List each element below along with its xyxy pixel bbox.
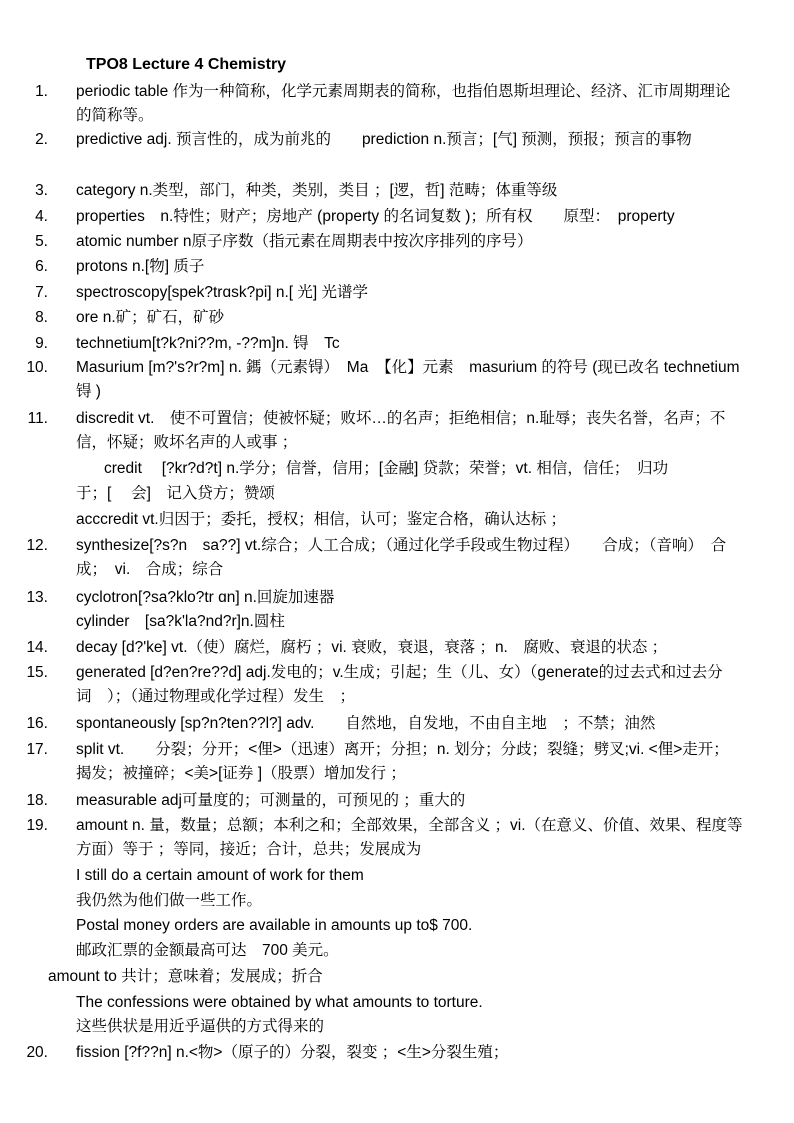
item-text: fission [?f??n] n.<物>（原子的）分裂，裂变 ；<生>分裂生殖； [76, 1044, 509, 1061]
document-title: TPO8 Lecture 4 Chemistry [86, 56, 287, 73]
item-number: 13. [26, 589, 48, 606]
item-number: 14. [26, 639, 48, 656]
item-text: ore n.矿；矿石，矿砂 [76, 309, 225, 326]
item-number: 3. [35, 182, 48, 199]
item-text: protons n.[物] 质子 [76, 258, 205, 275]
item-text: periodic table 作为一种简称，化学元素周期表的简称，也指伯恩斯坦理论、经济、汇市周期理论的简称等。 [76, 83, 731, 124]
item-number: 5. [35, 233, 48, 250]
item-number: 18. [26, 792, 48, 809]
example-sentence: I still do a certain amount of work for them [76, 867, 364, 884]
credit-line-continued: 于；[ 会] 记入贷方；赞颂 [76, 485, 275, 502]
item-text: spontaneously [sp?n?ten??l?] adv. 自然地，自发地，不由自主地 ；不禁；油然 [76, 715, 656, 732]
item-text: measurable adj可量度的；可测量的，可预见的 ；重大的 [76, 792, 466, 809]
item-number: 9. [35, 335, 48, 352]
item-text: discredit vt. 使不可置信；使被怀疑；败坏…的名声；拒绝相信；n.耻辱；丧失名誉，名声；不信，怀疑；败坏名声的人或事 ； [76, 410, 726, 451]
item-text: amount n. 量，数量；总额；本利之和；全部效果，全部含义 ；vi.（在意义、价值、效果、程度等方面）等于 ；等同，接近；合计，总共；发展成为 [76, 817, 743, 858]
example-translation: 我仍然为他们做一些工作。 [76, 892, 263, 909]
item-number: 7. [35, 284, 48, 301]
item-number: 20. [26, 1044, 48, 1061]
item-text: Masurium [m?'s?r?m] n. 鎷（元素锝） Ma 【化】元素 masurium 的符号 (现已改名 technetium锝 ) [76, 359, 740, 400]
item-number: 2. [35, 131, 48, 148]
item-number: 6. [35, 258, 48, 275]
item-text: atomic number n原子序数（指元素在周期表中按次序排列的序号） [76, 233, 533, 250]
item-number: 10. [26, 359, 48, 376]
item-text: technetium[t?k?ni??m, -??m]n. 锝 Tc [76, 335, 340, 352]
item-text: generated [d?en?re??d] adj.发电的；v.生成；引起；生（儿、女）（generate的过去式和过去分词 ）；（通过物理或化学过程）发生 ； [76, 664, 723, 705]
example-translation: 这些供状是用近乎逼供的方式得来的 [76, 1018, 325, 1035]
item-text: cyclotron[?sa?klo?tr ɑn] n.回旋加速器 [76, 589, 335, 606]
item-number: 11. [27, 410, 48, 427]
item-number: 12. [26, 537, 48, 554]
item-text: spectroscopy[spek?trɑsk?pi] n.[ 光] 光谱学 [76, 284, 369, 301]
example-sentence: The confessions were obtained by what amounts to torture. [76, 994, 483, 1011]
credit-line: credit [?kr?d?t] n.学分；信誉，信用；[金融] 贷款；荣誉；vt. 相信，信任； 归功 [104, 460, 669, 477]
example-translation: 邮政汇票的金额最高可达 700 美元。 [76, 942, 339, 959]
cylinder-line: cylinder [sa?k'la?nd?r]n.圆柱 [76, 613, 285, 630]
item-number: 16. [26, 715, 48, 732]
item-text: predictive adj. 预言性的，成为前兆的 prediction n.预言；[气] 预测，预报；预言的事物 [76, 131, 692, 148]
item-number: 15. [26, 664, 48, 681]
item-number: 8. [35, 309, 48, 326]
accredit-line: acccredit vt.归因于；委托，授权；相信，认可；鉴定合格，确认达标 ； [76, 511, 567, 528]
phrase-amount-to: amount to 共计；意味着；发展成；折合 [48, 968, 323, 985]
item-number: 4. [35, 208, 48, 225]
item-text: synthesize[?s?n sa??] vt.综合；人工合成；（通过化学手段或生物过程） 合成；（音响） 合成； vi. 合成；综合 [76, 537, 727, 578]
item-text: category n.类型，部门，种类，类别，类目 ；[逻，哲] 范畴；体重等级 [76, 182, 558, 199]
item-number: 1. [35, 83, 48, 100]
item-text: split vt. 分裂；分开；<俚>（迅速）离开；分担；n. 划分；分歧；裂缝；劈叉;vi. <俚>走开；揭发；被撞碎；<美>[证券 ]（股票）增加发行 ； [76, 741, 729, 782]
example-sentence: Postal money orders are available in amounts up to$ 700. [76, 917, 473, 934]
item-number: 19. [26, 817, 48, 834]
item-text: properties n.特性；财产；房地产 (property 的名词复数 )；所有权 原型： property [76, 208, 675, 225]
item-text: decay [d?'ke] vt.（使）腐烂，腐朽 ；vi. 衰败，衰退，衰落 ；n. 腐败、衰退的状态 ； [76, 639, 668, 656]
item-number: 17. [26, 741, 48, 758]
